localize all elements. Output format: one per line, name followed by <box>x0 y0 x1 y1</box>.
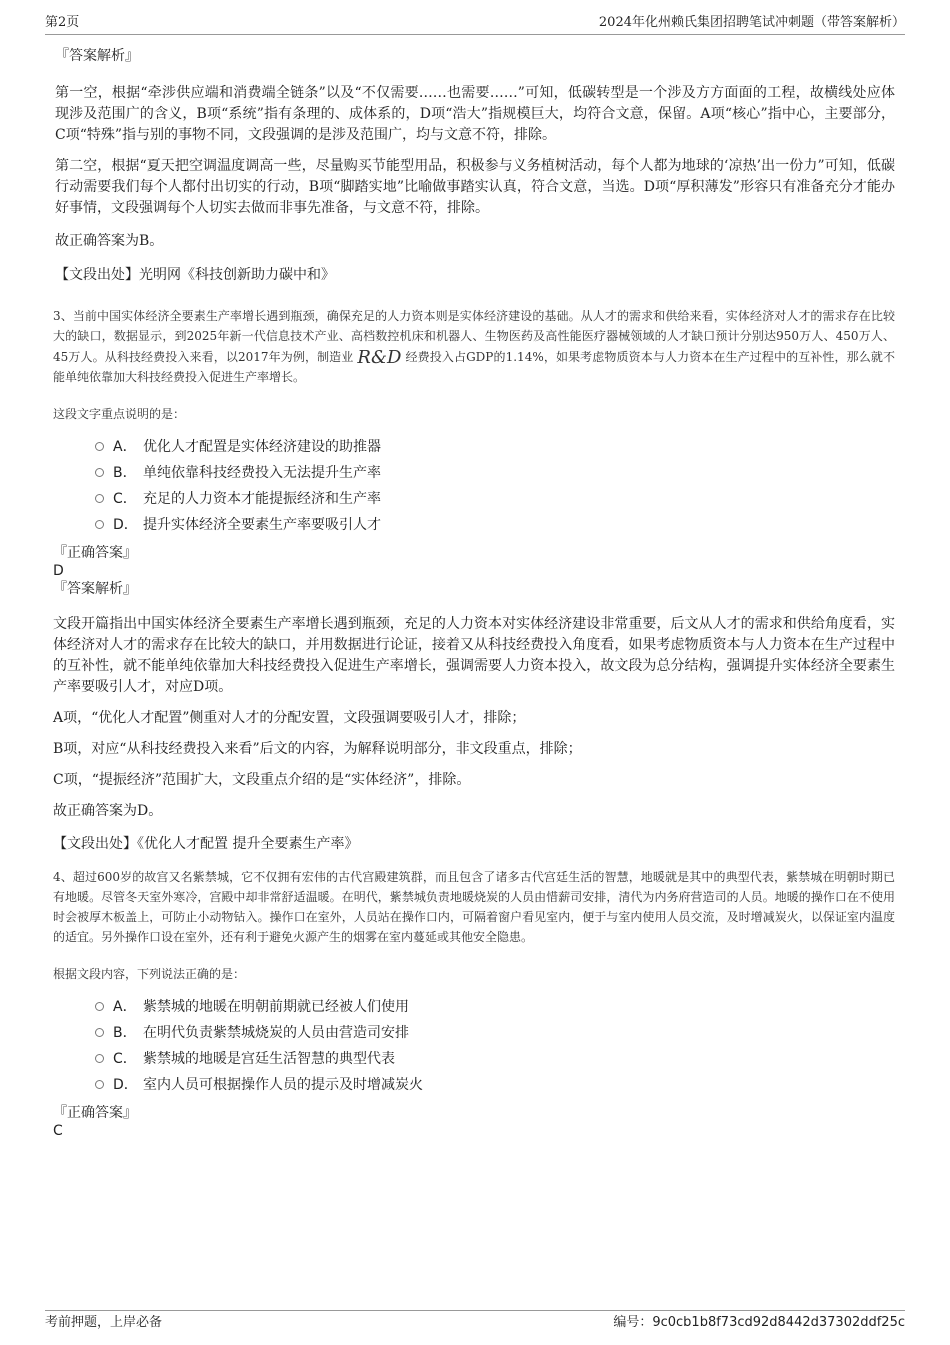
answer-value: C <box>53 1123 63 1139</box>
question-prompt: 根据文段内容，下列说法正确的是： <box>53 967 246 981</box>
question-prompt: 这段文字重点说明的是： <box>53 407 186 421</box>
option-d[interactable] <box>53 512 895 538</box>
question-2-analysis <box>55 47 895 286</box>
code-label: 编号： <box>613 1315 653 1330</box>
answer-marker: 『正确答案』 <box>53 1105 137 1121</box>
document-code <box>613 1313 905 1333</box>
option-b[interactable] <box>53 1020 895 1046</box>
option-text: 提升实体经济全要素生产率要吸引人才 <box>143 517 381 533</box>
analysis-marker: 『答案解析』 <box>55 48 139 64</box>
question-stem-part-2: 经费投入占GDP的1.14%，如果考虑物质资本与人力资本在生产过程中的互补性，那么就不能单纯依靠加大科技经费投入促进生产率增长。 <box>53 350 895 384</box>
rd-formula: R&D <box>357 347 402 368</box>
option-letter: C． <box>113 491 137 507</box>
option-text: 紫禁城的地暖是宫廷生活智慧的典型代表 <box>143 1051 395 1067</box>
document-title: 2024年化州赖氏集团招聘笔试冲刺题（带答案解析） <box>598 15 905 30</box>
radio-icon[interactable] <box>95 1028 104 1037</box>
question-stem-part-1: 3、当前中国实体经济全要素生产率增长遇到瓶颈，确保充足的人力资本则是实体经济建设的基础。从人才的需求和供给来看，实体经济对人才的需求存在比较大的缺口，数据显示，到2025年新一代信息技术产业、高档数控机床和机器人、生物医药及高性能医疗器械领域的人才缺口预计分别达950万人、450万人、45万人。从科技经费投入来看，以2017年为例，制造业 <box>53 309 895 364</box>
option-letter: C． <box>113 1051 137 1067</box>
option-text: 充足的人力资本才能提振经济和生产率 <box>143 491 381 507</box>
option-letter: D． <box>113 517 138 533</box>
option-a[interactable] <box>53 434 895 460</box>
code-value: 9c0cb1b8f73cd92d8442d37302ddf25c <box>652 1315 905 1330</box>
page-footer <box>45 1310 905 1333</box>
question-stem <box>53 306 895 387</box>
analysis-conclusion: 故正确答案为B。 <box>55 233 164 249</box>
option-letter: D． <box>113 1077 138 1093</box>
radio-icon[interactable] <box>95 1002 104 1011</box>
question-4 <box>53 867 895 1140</box>
option-c[interactable] <box>53 486 895 512</box>
source-citation: 【文段出处】光明网《科技创新助力碳中和》 <box>55 267 335 283</box>
answer-marker: 『正确答案』 <box>53 545 137 561</box>
option-letter: B． <box>113 1025 137 1041</box>
option-text: 单纯依靠科技经费投入无法提升生产率 <box>143 465 381 481</box>
option-a-note: A项，“优化人才配置”侧重对人才的分配安置，文段强调要吸引人才，排除； <box>53 710 526 726</box>
option-letter: A． <box>113 439 137 455</box>
footer-slogan: 考前押题，上岸必备 <box>45 1315 163 1330</box>
document-body <box>55 42 895 1140</box>
option-c-note: C项，“提振经济”范围扩大，文段重点介绍的是“实体经济”，排除。 <box>53 772 471 788</box>
source-citation: 【文段出处】《优化人才配置 提升全要素生产率》 <box>53 836 359 852</box>
options-list <box>53 434 895 538</box>
option-b[interactable] <box>53 460 895 486</box>
option-letter: B． <box>113 465 137 481</box>
analysis-paragraph-1: 第一空，根据“牵涉供应端和消费端全链条”以及“不仅需要……也需要……”可知，低碳转型是一个涉及方方面面的工程，故横线处应体现涉及范围广的含义，B项“系统”指有条理的、成体系的，D项“浩大”指规模巨大，均符合文意，保留。A项“核心”指中心，主要部分，C项“特殊”指与别的事物不同，文段强调的是涉及范围广，均与文意不符，排除。 <box>55 85 895 143</box>
option-a[interactable] <box>53 994 895 1020</box>
option-d[interactable] <box>53 1072 895 1098</box>
analysis-paragraph: 文段开篇指出中国实体经济全要素生产率增长遇到瓶颈，充足的人力资本对实体经济建设非常重要，后文从人才的需求和供给角度看，实体经济对人才的需求存在比较大的缺口，并用数据进行论证，接着又从科技经费投入角度看，如果考虑物质资本与人力资本在生产过程中的互补性，就不能单纯依靠加大科技经费投入促进生产率增长，强调需要人力资本投入，故文段为总分结构，强调提升实体经济全要素生产率要吸引人才，对应D项。 <box>53 616 895 695</box>
option-text: 在明代负责紫禁城烧炭的人员由营造司安排 <box>143 1025 409 1041</box>
options-list <box>53 994 895 1098</box>
analysis-paragraph-2: 第二空，根据“夏天把空调温度调高一些，尽量购买节能型用品，积极参与义务植树活动，每个人都为地球的‘凉热’出一份力”可知，低碳行动需要我们每个人都付出切实的行动，B项“脚踏实地”比喻做事踏实认真，符合文意，当选。D项“厚积薄发”形容只有准备充分才能办好事情，文段强调每个人切实去做而非事先准备，与文意不符，排除。 <box>55 158 895 216</box>
radio-icon[interactable] <box>95 442 104 451</box>
option-text: 紫禁城的地暖在明朝前期就已经被人们使用 <box>143 999 409 1015</box>
analysis-marker: 『答案解析』 <box>53 581 137 597</box>
radio-icon[interactable] <box>95 520 104 529</box>
analysis-conclusion: 故正确答案为D。 <box>53 803 163 819</box>
question-3 <box>53 306 895 855</box>
option-c[interactable] <box>53 1046 895 1072</box>
radio-icon[interactable] <box>95 494 104 503</box>
page-header <box>45 14 905 35</box>
answer-value: D <box>53 563 64 579</box>
option-b-note: B项，对应“从科技经费投入来看”后文的内容，为解释说明部分，非文段重点，排除； <box>53 741 582 757</box>
option-text: 优化人才配置是实体经济建设的助推器 <box>143 439 381 455</box>
question-stem: 4、超过600岁的故宫又名紫禁城，它不仅拥有宏伟的古代宫殿建筑群，而且包含了诸多古代宫廷生活的智慧，地暖就是其中的典型代表，紫禁城在明朝时期已有地暖。尽管冬天室外寒冷，宫殿中却非常舒适温暖。在明代，紫禁城负责地暖烧炭的人员由惜薪司安排，清代为内务府营造司的人员。地暖的操作口在不使用时会被厚木板盖上，可防止小动物钻入。操作口在室外，人员站在操作口内，可隔着窗户看见室内，便于与室内使用人员交流，及时增减炭火，以保证室内温度的适宜。另外操作口设在室外，还有利于避免火源产生的烟雾在室内蔓延或其他安全隐患。 <box>53 870 895 944</box>
page-number: 第2页 <box>45 15 80 30</box>
radio-icon[interactable] <box>95 1080 104 1089</box>
option-letter: A． <box>113 999 137 1015</box>
radio-icon[interactable] <box>95 1054 104 1063</box>
radio-icon[interactable] <box>95 468 104 477</box>
option-text: 室内人员可根据操作人员的提示及时增减炭火 <box>143 1077 423 1093</box>
